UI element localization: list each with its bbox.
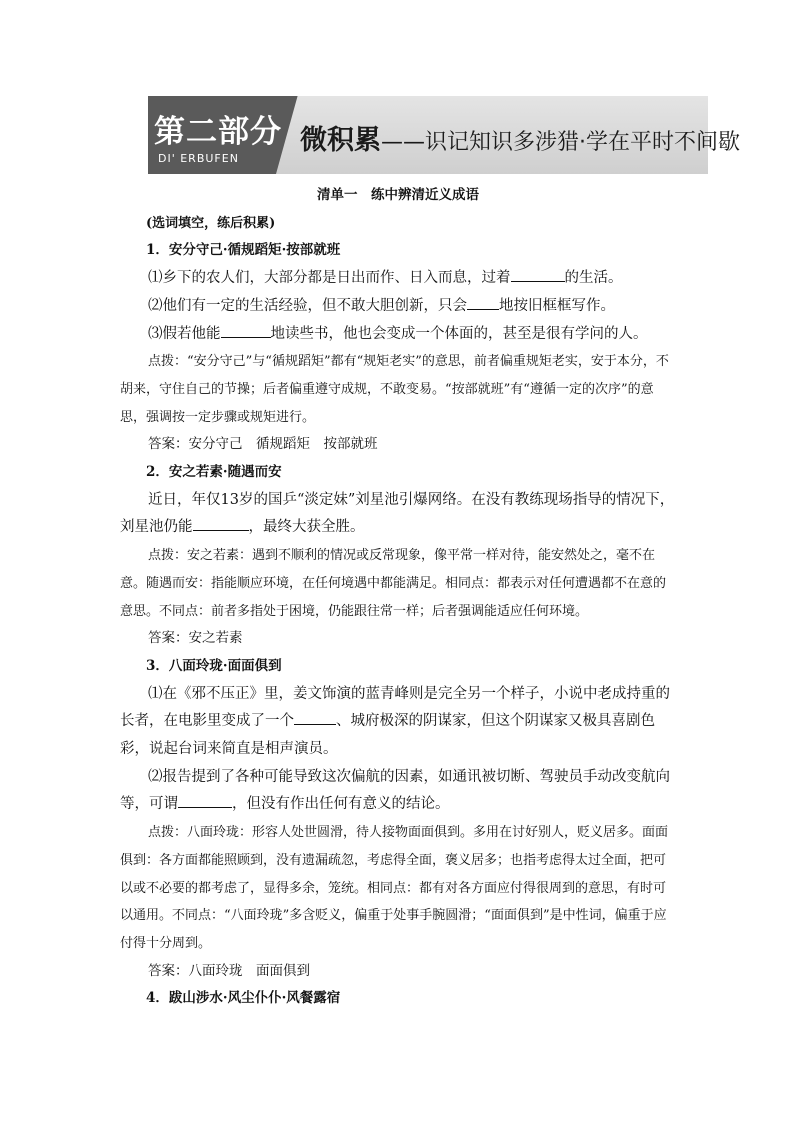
answer-blank bbox=[511, 267, 565, 282]
answer-blank bbox=[467, 295, 499, 310]
item-1-question-2: ⑵他们有一定的生活经验，但不敢大胆创新，只会 地按旧框框写作。 bbox=[120, 293, 676, 321]
item-1-heading: 1．安分守己·循规蹈矩·按部就班 bbox=[146, 242, 341, 259]
item-3-heading: 3．八面玲珑·面面俱到 bbox=[146, 657, 282, 674]
part-pinyin: DI' ERBUFEN bbox=[158, 152, 239, 165]
worksheet-content bbox=[120, 182, 676, 1013]
item-1-question-1: ⑴乡下的农人们，大部分都是日出而作、日入而息，过着 的生活。 bbox=[120, 265, 676, 293]
item-3-answer: 答案：八面玲珑 面面俱到 bbox=[148, 962, 310, 979]
item-2-passage: 近日，年仅13岁的国乒“淡定妹”刘星池引爆网络。在没有教练现场指导的情况下，刘星池仍能 ，最终大获全胜。 bbox=[120, 491, 675, 536]
item-3-question-2: ⑵报告提到了各种可能导致这次偏航的因素，如通讯被切断、驾驶员手动改变航向等，可谓 ，但没有作出任何有意义的结论。 bbox=[120, 768, 670, 813]
banner-title-main: 微积累 bbox=[300, 125, 381, 156]
answer-blank bbox=[193, 516, 249, 531]
answer-blank bbox=[294, 710, 336, 725]
item-2-explanation: 点拨：安之若素：遇到不顺利的情况或反常现象，像平常一样对待，能安然处之，毫不在意。随遇而安：指能顺应环境，在任何境遇中都能满足。相同点：都表示对任何遭遇都不在意的意思。不同点：前者多指处于困境，仍能跟往常一样；后者强调能适应任何环境。 bbox=[120, 548, 667, 619]
section-title: 清单一 练中辨清近义成语 bbox=[317, 187, 479, 203]
part-label: 第二部分 bbox=[154, 114, 282, 150]
answer-blank bbox=[178, 793, 232, 808]
item-1-explanation: 点拨：“安分守己”与“循规蹈矩”都有“规矩老实”的意思，前者偏重规矩老实，安于本分，不胡来，守住自己的节操；后者偏重遵守成规，不敢变易。“按部就班”有“遵循一定的次序”的意思，强调按一定步骤或规矩进行。 bbox=[120, 354, 669, 425]
item-1-answer: 答案：安分守己 循规蹈矩 按部就班 bbox=[148, 436, 378, 453]
banner-title bbox=[300, 118, 740, 157]
item-2-heading: 2．安之若素·随遇而安 bbox=[146, 464, 282, 481]
item-1-question-3: ⑶假若他能 地读些书，他也会变成一个体面的，甚至是很有学问的人。 bbox=[120, 321, 676, 349]
item-3-question-1: ⑴在《邪不压正》里，姜文饰演的蓝青峰则是完全另一个样子，小说中老成持重的长者，在电影里变成了一个 、城府极深的阴谋家，但这个阴谋家又极具喜剧色彩，说起台词来简直是相声演员。 bbox=[120, 685, 670, 758]
item-2-answer: 答案：安之若素 bbox=[148, 630, 243, 647]
answer-blank bbox=[221, 323, 271, 338]
instruction: (选词填空，练后积累) bbox=[146, 215, 276, 231]
section-banner bbox=[148, 96, 740, 174]
banner-title-sub: ——识记知识多涉猎·学在平时不间歇 bbox=[381, 130, 740, 155]
item-4-heading: 4．跋山涉水·风尘仆仆·风餐露宿 bbox=[146, 990, 341, 1007]
item-3-explanation: 点拨：八面玲珑：形容人处世圆滑，待人接物面面俱到。多用在讨好别人，贬义居多。面面俱到：各方面都能照顾到，没有遗漏疏忽，考虑得全面，褒义居多；也指考虑得太过全面，把可以或不必要的都考虑了，显得多余，笼统。相同点：都有对各方面应付得很周到的意思，有时可以通用。不同点：“八面玲珑”多含贬义，偏重于处事手腕圆滑；“面面俱到”是中性词，偏重于应付得十分周到。 bbox=[120, 825, 669, 951]
